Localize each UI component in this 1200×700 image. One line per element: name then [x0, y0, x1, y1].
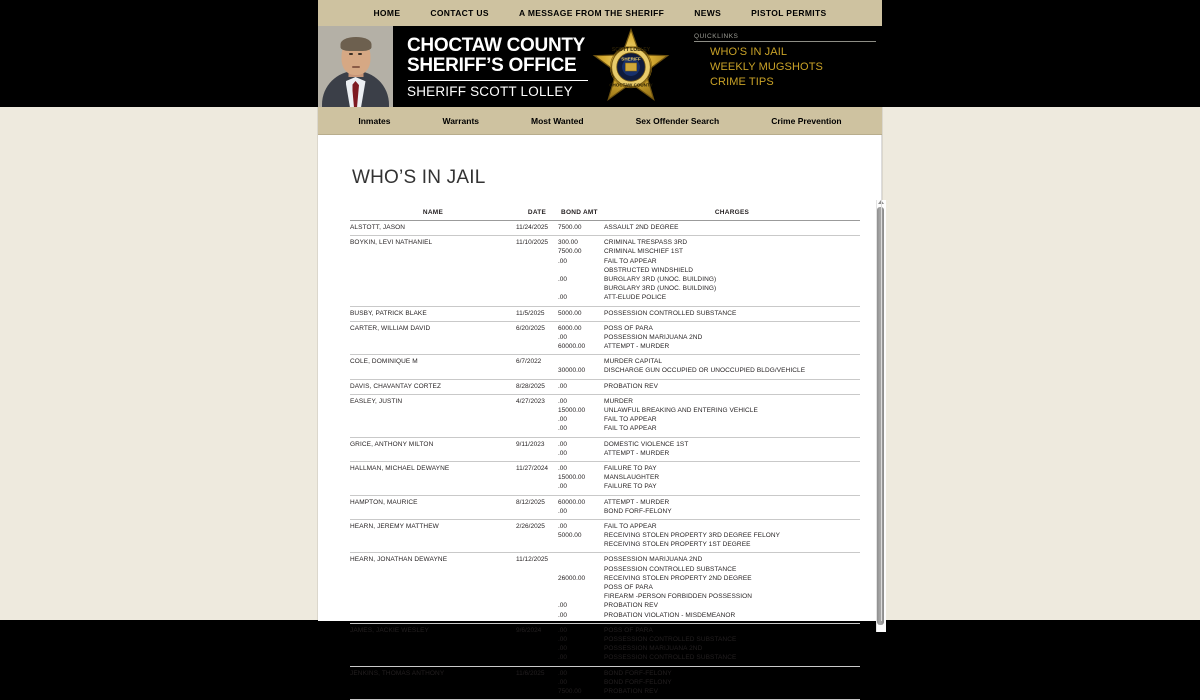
bond-amount-line: 26000.00: [558, 574, 586, 582]
charge-line: MANSLAUGHTER: [604, 474, 660, 482]
bond-amount-line: 15000.00: [558, 474, 586, 482]
bond-amount-line: .00: [558, 397, 568, 405]
cell-booking-date: 6/7/2022: [516, 358, 542, 366]
charge-line: FAILURE TO PAY: [604, 483, 657, 491]
cell-bond-amounts: [558, 437, 604, 461]
bond-amount-line: 15000.00: [558, 407, 586, 415]
quicklinks-divider: [694, 41, 876, 42]
main-content: [318, 135, 882, 695]
brand-line-1: CHOCTAW COUNTY: [407, 35, 586, 56]
cell-charges: [604, 306, 860, 321]
table-row: [350, 437, 860, 461]
nav-pistol-permits[interactable]: PISTOL PERMITS: [751, 8, 827, 18]
bond-amount-line: .00: [558, 669, 568, 677]
column-header-charges[interactable]: CHARGES: [604, 209, 860, 221]
charge-line: OBSTRUCTED WINDSHIELD: [604, 266, 694, 274]
cell-charges: [604, 519, 860, 553]
table-row: [350, 519, 860, 553]
bond-amount-line: .00: [558, 425, 568, 433]
charge-line: ATT-ELUDE POLICE: [604, 294, 667, 302]
table-row: [350, 495, 860, 519]
cell-inmate-name: JENKINS, THOMAS ANTHONY: [350, 669, 445, 677]
quicklink-crime-tips[interactable]: CRIME TIPS: [710, 76, 774, 88]
bond-amount-line: .00: [558, 333, 568, 341]
cell-bond-amounts: [558, 355, 604, 379]
charge-line: POSSESSION CONTROLLED SUBSTANCE: [604, 635, 737, 643]
sheriff-portrait-photo: [318, 26, 393, 107]
cell-charges: [604, 236, 860, 306]
charge-line: FAIL TO APPEAR: [604, 416, 657, 424]
cell-bond-amounts: [558, 394, 604, 437]
bond-amount-line: .00: [558, 678, 568, 686]
cell-booking-date: 8/12/2025: [516, 498, 545, 506]
cell-bond-amounts: [558, 221, 604, 236]
badge-top-text: SCOTT LOLLEY: [611, 46, 651, 53]
subnav-inmates[interactable]: Inmates: [358, 115, 391, 126]
charge-line: BOND FORF-FELONY: [604, 678, 672, 686]
cell-charges: [604, 379, 860, 394]
cell-inmate-name: HAMPTON, MAURICE: [350, 498, 418, 506]
charge-line: RECEIVING STOLEN PROPERTY 1ST DEGREE: [604, 541, 751, 549]
table-row: [350, 321, 860, 355]
bond-amount-line: .00: [558, 507, 568, 515]
bond-amount-line: 5000.00: [558, 309, 582, 317]
charge-line: ATTEMPT - MURDER: [604, 498, 670, 506]
cell-booking-date: 9/6/2024: [516, 626, 542, 634]
charge-line: ATTEMPT - MURDER: [604, 449, 670, 457]
charge-line: PROBATION REV: [604, 687, 659, 695]
nav-news[interactable]: NEWS: [694, 8, 722, 18]
bond-amount-line: .00: [558, 294, 568, 302]
charge-line: POSSESSION CONTROLLED SUBSTANCE: [604, 654, 737, 662]
cell-inmate-name: HEARN, JEREMY MATTHEW: [350, 522, 439, 530]
table-row: [350, 221, 860, 236]
charge-line: POSSESSION MARIJUANA 2ND: [604, 556, 703, 564]
column-header-date[interactable]: DATE: [516, 209, 558, 221]
cell-charges: [604, 461, 860, 495]
charge-line: POSS OF PARA: [604, 626, 653, 634]
bond-amount-line: .00: [558, 416, 568, 424]
charge-line: DISCHARGE GUN OCCUPIED OR UNOCCUPIED BLDG/VEHICLE: [604, 367, 806, 375]
bond-amount-line: .00: [558, 645, 568, 653]
cell-booking-date: 2/26/2025: [516, 522, 545, 530]
charge-line: FAILURE TO PAY: [604, 464, 657, 472]
column-header-name[interactable]: NAME: [350, 209, 516, 221]
bond-amount-line: .00: [558, 275, 568, 283]
bond-amount-line: .00: [558, 464, 568, 472]
bond-amount-line: .00: [558, 635, 568, 643]
charge-line: FAIL TO APPEAR: [604, 257, 657, 265]
cell-booking-date: 8/28/2025: [516, 382, 545, 390]
cell-charges: [604, 495, 860, 519]
bond-amount-line: .00: [558, 257, 568, 265]
cell-inmate-name: GRICE, ANTHONY MILTON: [350, 440, 434, 448]
charge-line: PROBATION REV: [604, 602, 659, 610]
bond-amount-line: .00: [558, 382, 568, 390]
cell-bond-amounts: [558, 461, 604, 495]
table-row: [350, 666, 860, 700]
bond-amount-line: .00: [558, 626, 568, 634]
brand-divider: [408, 80, 588, 81]
bond-amount-line: 60000.00: [558, 343, 586, 351]
bond-amount-line: .00: [558, 654, 568, 662]
cell-booking-date: 11/12/2025: [516, 556, 549, 564]
nav-message-from-sheriff[interactable]: A MESSAGE FROM THE SHERIFF: [518, 8, 665, 18]
charge-line: DOMESTIC VIOLENCE 1ST: [604, 440, 689, 448]
cell-inmate-name: COLE, DOMINIQUE M: [350, 358, 418, 366]
jail-table-container: [350, 209, 872, 700]
cell-charges: [604, 666, 860, 700]
site-masthead: [318, 26, 882, 107]
subnav-sex-offender-search[interactable]: Sex Offender Search: [635, 115, 720, 126]
charge-line: ASSAULT 2ND DEGREE: [604, 224, 679, 231]
cell-inmate-name: BOYKIN, LEVI NATHANIEL: [350, 239, 433, 247]
cell-charges: [604, 623, 860, 666]
cell-bond-amounts: [558, 519, 604, 553]
bond-amount-line: .00: [558, 611, 568, 619]
bond-amount-line: 30000.00: [558, 367, 586, 375]
nav-contact-us[interactable]: CONTACT US: [430, 8, 489, 18]
bond-amount-line: .00: [558, 483, 568, 491]
table-row: [350, 623, 860, 666]
charge-line: POSSESSION CONTROLLED SUBSTANCE: [604, 565, 737, 573]
cell-inmate-name: CARTER, WILLIAM DAVID: [350, 324, 431, 332]
cell-inmate-name: HALLMAN, MICHAEL DEWAYNE: [350, 464, 450, 472]
bond-amount-line: 6000.00: [558, 324, 582, 332]
brand-subtitle: SHERIFF SCOTT LOLLEY: [407, 84, 573, 99]
bond-amount-line: 7500.00: [558, 224, 582, 231]
charge-line: UNLAWFUL BREAKING AND ENTERING VEHICLE: [604, 407, 758, 415]
cell-charges: [604, 221, 860, 236]
charge-line: PROBATION VIOLATION - MISDEMEANOR: [604, 611, 736, 619]
table-row: [350, 379, 860, 394]
cell-inmate-name: BUSBY, PATRICK BLAKE: [350, 309, 427, 317]
cell-booking-date: 11/5/2025: [516, 309, 545, 317]
charge-line: FAIL TO APPEAR: [604, 522, 657, 530]
cell-bond-amounts: [558, 666, 604, 700]
column-header-bond-amt[interactable]: BOND AMT: [558, 209, 604, 221]
website-page: [318, 0, 882, 695]
charge-line: BOND FORF-FELONY: [604, 669, 672, 677]
charge-line: FIREARM -PERSON FORBIDDEN POSSESSION: [604, 593, 753, 601]
cell-bond-amounts: [558, 553, 604, 623]
charge-line: MURDER CAPITAL: [604, 358, 663, 366]
cell-charges: [604, 437, 860, 461]
subnav-most-wanted[interactable]: Most Wanted: [531, 115, 584, 126]
cell-inmate-name: HEARN, JONATHAN DEWAYNE: [350, 556, 448, 564]
badge-mid-text: SHERIFF: [621, 56, 641, 62]
quicklink-weekly-mugshots[interactable]: WEEKLY MUGSHOTS: [710, 61, 823, 73]
sheriff-star-badge-icon: [590, 28, 672, 106]
cell-bond-amounts: [558, 495, 604, 519]
table-header-row: [350, 209, 860, 221]
page-title: WHO’S IN JAIL: [352, 167, 486, 188]
cell-charges: [604, 355, 860, 379]
cell-bond-amounts: [558, 236, 604, 306]
badge-bottom-text: CHOCTAW COUNTY: [609, 82, 653, 88]
table-row: [350, 461, 860, 495]
cell-charges: [604, 394, 860, 437]
cell-charges: [604, 553, 860, 623]
cell-bond-amounts: [558, 623, 604, 666]
bond-amount-line: .00: [558, 522, 568, 530]
charge-line: POSS OF PARA: [604, 324, 653, 332]
secondary-navigation: [318, 107, 882, 135]
cell-bond-amounts: [558, 379, 604, 394]
table-row: [350, 394, 860, 437]
charge-line: POSSESSION MARIJUANA 2ND: [604, 333, 703, 341]
cell-bond-amounts: [558, 321, 604, 355]
charge-line: BURGLARY 3RD (UNOC. BUILDING): [604, 275, 717, 283]
quicklinks-panel: [694, 33, 876, 90]
cell-booking-date: 6/20/2025: [516, 324, 545, 332]
charge-line: POSSESSION CONTROLLED SUBSTANCE: [604, 309, 737, 317]
cell-bond-amounts: [558, 306, 604, 321]
quicklink-whos-in-jail[interactable]: WHO’S IN JAIL: [710, 46, 788, 58]
bond-amount-line: 7500.00: [558, 248, 582, 256]
charge-line: CRIMINAL TRESPASS 3RD: [604, 239, 688, 247]
bond-amount-line: 60000.00: [558, 498, 586, 506]
bond-amount-line: .00: [558, 449, 568, 457]
cell-booking-date: 11/10/2025: [516, 239, 549, 247]
table-row: [350, 306, 860, 321]
content-right-edge: [881, 135, 882, 621]
charge-line: POSS OF PARA: [604, 584, 653, 592]
charge-line: POSSESSION MARIJUANA 2ND: [604, 645, 703, 653]
table-row: [350, 355, 860, 379]
charge-line: RECEIVING STOLEN PROPERTY 2ND DEGREE: [604, 574, 752, 582]
charge-line: BOND FORF-FELONY: [604, 507, 672, 515]
table-row: [350, 236, 860, 306]
charge-line: MURDER: [604, 397, 634, 405]
cell-inmate-name: JAMES, JACKIE WESLEY: [350, 626, 429, 634]
bond-amount-line: .00: [558, 440, 568, 448]
jail-roster-table: [350, 209, 860, 700]
charge-line: CRIMINAL MISCHIEF 1ST: [604, 248, 684, 256]
cell-booking-date: 11/27/2024: [516, 464, 549, 472]
cell-booking-date: 4/27/2023: [516, 397, 545, 405]
bond-amount-line: 7500.00: [558, 687, 582, 695]
cell-booking-date: 11/6/2025: [516, 669, 545, 677]
bond-amount-line: 5000.00: [558, 532, 582, 540]
charge-line: RECEIVING STOLEN PROPERTY 3RD DEGREE FELONY: [604, 532, 781, 540]
charge-line: BURGLARY 3RD (UNOC. BUILDING): [604, 285, 717, 293]
charge-line: PROBATION REV: [604, 382, 659, 390]
cell-charges: [604, 321, 860, 355]
charge-line: ATTEMPT - MURDER: [604, 343, 670, 351]
bond-amount-line: 300.00: [558, 239, 578, 247]
cell-booking-date: 9/11/2023: [516, 440, 545, 448]
quicklinks-title: QUICKLINKS: [694, 33, 739, 40]
primary-navigation: [318, 0, 882, 26]
cell-booking-date: 11/24/2025: [516, 224, 549, 231]
cell-inmate-name: EASLEY, JUSTIN: [350, 397, 403, 405]
subnav-warrants[interactable]: Warrants: [442, 115, 480, 126]
cell-inmate-name: DAVIS, CHAVANTAY CORTEZ: [350, 382, 442, 390]
bond-amount-line: .00: [558, 602, 568, 610]
subnav-crime-prevention[interactable]: Crime Prevention: [771, 115, 842, 126]
nav-home[interactable]: HOME: [373, 8, 401, 18]
brand-line-2: SHERIFF’S OFFICE: [407, 55, 577, 76]
table-row: [350, 553, 860, 623]
charge-line: FAIL TO APPEAR: [604, 425, 657, 433]
cell-inmate-name: ALSTOTT, JASON: [350, 224, 406, 231]
